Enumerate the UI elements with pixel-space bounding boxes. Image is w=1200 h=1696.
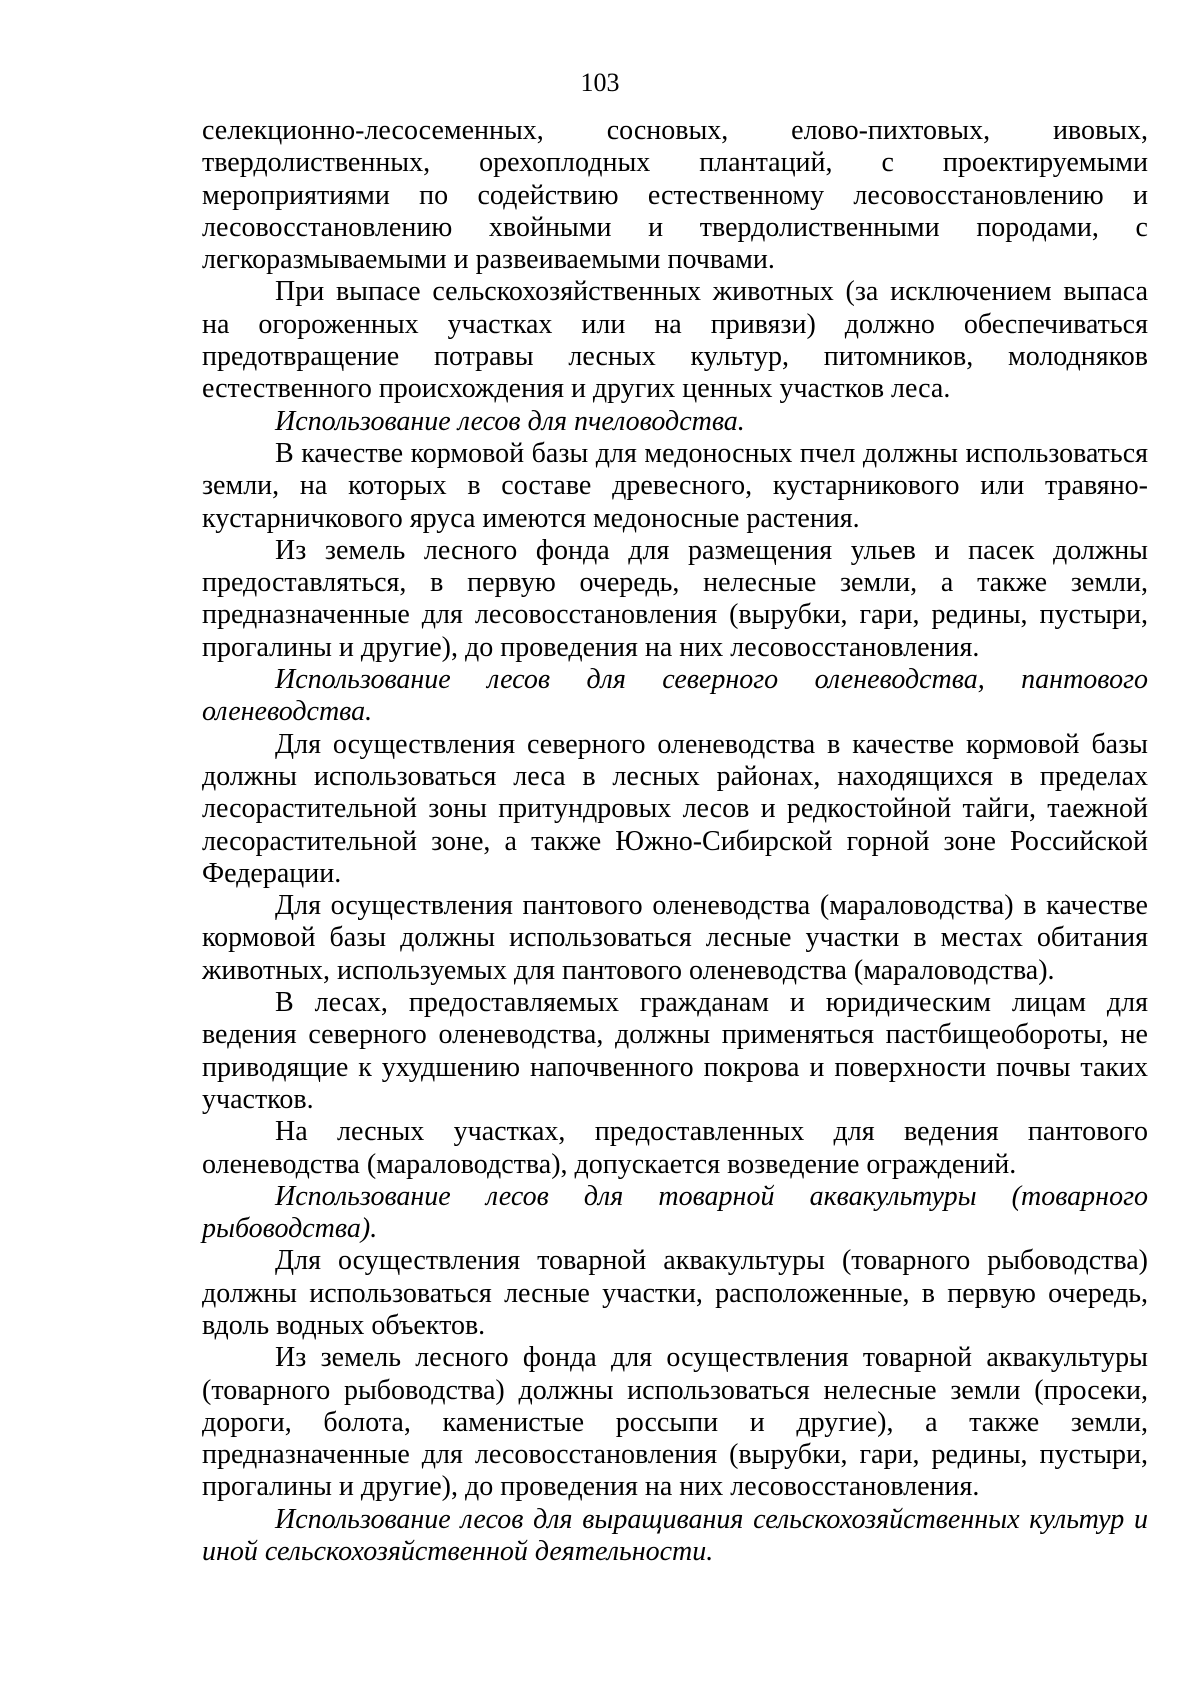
section-heading: Использование лесов для пчеловодства. [275, 405, 745, 437]
section-heading: Использование лесов для товарной аквакультуры (товарного рыбоводства). [202, 1180, 1148, 1245]
paragraph: Из земель лесного фонда для осуществления товарной аквакультуры (товарного рыбоводства) должны использоваться нелесные земли (просеки, дороги, болота, каменистые россыпи и другие), а также земли, предназначенные для лесовосстановления (вырубки, гари, редины, пустыри, прогалины и другие), до проведения на них лесовосстановления. [202, 1342, 1148, 1503]
paragraph: На лесных участках, предоставленных для ведения пантового оленеводства (мараловодства), допускается возведение ограждений. [202, 1116, 1148, 1180]
paragraph: Из земель лесного фонда для размещения ульев и пасек должны предоставляться, в первую очередь, нелесные земли, а также земли, предназначенные для лесовосстановления (вырубки, гари, редины, пустыри, прогалины и другие), до проведения на них лесовосстановления. [202, 534, 1148, 663]
document-body [202, 115, 1148, 1568]
paragraph-continuation: селекционно-лесосеменных, сосновых, елово-пихтовых, ивовых, твердолиственных, орехоплодных плантаций, с проектируемыми мероприятиями по содействию естественному лесовосстановлению и лесовосстановлению хвойными и твердолиственными породами, с легкоразмываемыми и развеиваемыми почвами. [202, 115, 1148, 276]
section-heading: Использование лесов для северного оленеводства, пантового оленеводства. [202, 664, 1148, 728]
page-number: 103 [580, 68, 620, 97]
paragraph: Для осуществления товарной аквакультуры (товарного рыбоводства) должны использоваться лесные участки, расположенные, в первую очередь, вдоль водных объектов. [202, 1245, 1148, 1341]
paragraph: При выпасе сельскохозяйственных животных (за исключением выпаса на огороженных участках или на привязи) должно обеспечиваться предотвращение потравы лесных культур, питомников, молодняков естественного происхождения и других ценных участков леса. [202, 276, 1148, 405]
paragraph: Для осуществления северного оленеводства в качестве кормовой базы должны использоваться леса в лесных районах, находящихся в пределах лесорастительной зоны притундровых лесов и редкостойной тайги, таежной лесорастительной зоне, а также Южно-Сибирской горной зоне Российской Федерации. [202, 728, 1148, 889]
paragraph: Для осуществления пантового оленеводства (мараловодства) в качестве кормовой базы должны использоваться лесные участки в местах обитания животных, используемых для пантового оленеводства (мараловодства). [202, 890, 1148, 986]
paragraph: В качестве кормовой базы для медоносных пчел должны использоваться земли, на которых в составе древесного, кустарникового или травяно-кустарничкового яруса имеются медоносные растения. [202, 437, 1148, 534]
section-heading: Использование лесов для выращивания сельскохозяйственных культур и иной сельскохозяйственной деятельности. [202, 1503, 1148, 1568]
paragraph: В лесах, предоставляемых гражданам и юридическим лицам для ведения северного оленеводства, должны применяться пастбищеобороты, не приводящие к ухудшению напочвенного покрова и поверхности почвы таких участков. [202, 987, 1148, 1115]
